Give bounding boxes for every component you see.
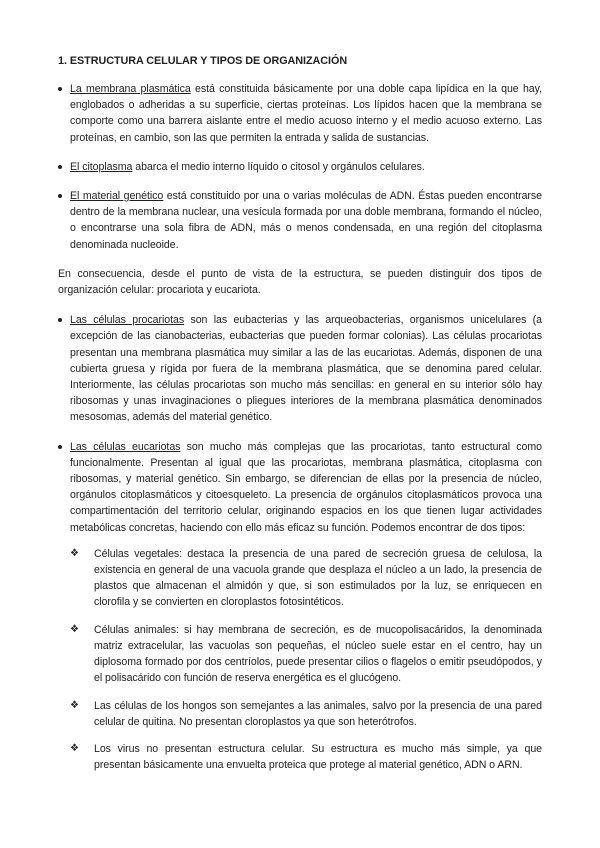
bullet-dot [58, 445, 62, 449]
paragraph-organizacion: En consecuencia, desde el punto de vista de la estructura, se pueden distinguir dos tipos de organización celular: procariota y eucariota. [58, 267, 542, 297]
bullet-eucariotas [58, 439, 542, 536]
bullet-dot [58, 318, 62, 322]
bullet-material-genetico [58, 188, 542, 253]
diamond-bullet-icon: ❖ [70, 547, 79, 559]
document-page [58, 54, 542, 784]
sub-bullet-virus [70, 741, 542, 773]
term-citoplasma: El citoplasma [70, 160, 133, 173]
sub-bullet-text: Las células de los hongos son semejantes a las animales, salvo por la presencia de una pared celular de quitina. No presentan cloroplastos ya que son heterótrofos. [94, 699, 542, 728]
bullet-membrana [58, 81, 542, 146]
sub-bullet-animales [70, 622, 542, 687]
bullet-text: son mucho más complejas que las procariotas, tanto estructural como funcionalmente. Presentan al igual que las procariotas, membrana plasmática, citoplasma con ribosomas, y material genético. Sin embargo, se diferencian de ellas por la presencia de núcleo, orgánulos citoplasmáticos y citoesqueleto. La presencia de orgánulos citoplasmáticos provoca una compartimentación del territorio celular, originando espacios en los que tienen lugar actividades metabólicas concretas, haciendo con ello más eficaz su función. Podemos encontrar de dos tipos: [70, 440, 542, 534]
term-membrana: La membrana plasmática [70, 83, 191, 95]
sub-bullet-text: Los virus no presentan estructura celular. Su estructura es mucho más simple, ya que presentan básicamente una envuelta proteica que protege al material genético, ADN o ARN. [94, 742, 542, 772]
section-heading: 1. ESTRUCTURA CELULAR Y TIPOS DE ORGANIZACIÓN [58, 55, 348, 67]
bullet-procariotas [58, 312, 542, 425]
bullet-text: son las eubacterias y las arqueobacterias, organismos unicelulares (a excepción de las cianobacterias, eubacterias que pueden formar colonias). Las células procariotas presentan una membrana plasmática muy similar a las de las eucariotas. Además, disponen de una cubierta gruesa y rígida por fuera de la membrana plasmática, que se denomina pared celular. Interiormente, las células procariotas son mucho más sencillas: en general en su interior sólo hay ribosomas y unas invaginaciones o pliegues interiores de la membrana plasmática denominados mesosomas, además del material genético. [70, 314, 542, 424]
bullet-text: abarca el medio interno líquido o citosol y orgánulos celulares. [132, 160, 425, 173]
diamond-bullet-icon: ❖ [70, 742, 79, 754]
bullet-text: está constituido por una o varias moléculas de ADN. Éstas pueden encontrarse dentro de la membrana nuclear, una vesícula formada por una doble membrana, formando el núcleo, o encontrarse una sola fibra de ADN, más o menos condensada, en una región del citoplasma denominada nucleoide. [70, 190, 542, 251]
sub-bullet-text: Células animales: si hay membrana de secreción, es de mucopolisacáridos, la denominada matriz extracelular, las vacuolas son pequeñas, el núcleo suele estar en el centro, hay un diplosoma formado por dos centríolos, puede presentar cilios o flagelos o emitir pseudópodos, y el polisacárido con función de reserva energética es el glucógeno. [94, 623, 542, 685]
sub-bullet-text: Células vegetales: destaca la presencia de una pared de secreción gruesa de celulosa, la existencia en general de una vacuola grande que desplaza el núcleo a un lado, la presencia de plastos que almacenan el almidón y que, si son estimulados por la luz, se enriquecen en clorofila y se convierten en cloroplastos fotosintéticos. [94, 547, 542, 609]
sub-bullet-vegetales [70, 546, 542, 611]
term-material-genetico: El material genético [70, 190, 164, 203]
bullet-citoplasma [58, 159, 542, 175]
sub-bullet-hongos [70, 698, 542, 730]
bullet-dot [58, 165, 62, 169]
term-eucariotas: Las células eucariotas [70, 440, 181, 453]
bullet-text: está constituida básicamente por una doble capa lipídica en la que hay, englobados o adheridas a su superficie, ciertas proteínas. Los lípidos hacen que la membrana se comporte como una barrera aislante entre el medio acuoso interno y el medio acuoso externo. Las proteínas, en cambio, son las que permiten la entrada y salida de sustancias. [70, 83, 542, 144]
diamond-bullet-icon: ❖ [70, 699, 79, 711]
diamond-bullet-icon: ❖ [70, 623, 79, 635]
bullet-dot [58, 194, 62, 198]
bullet-dot [58, 87, 62, 91]
term-procariotas: Las células procariotas [70, 314, 185, 327]
